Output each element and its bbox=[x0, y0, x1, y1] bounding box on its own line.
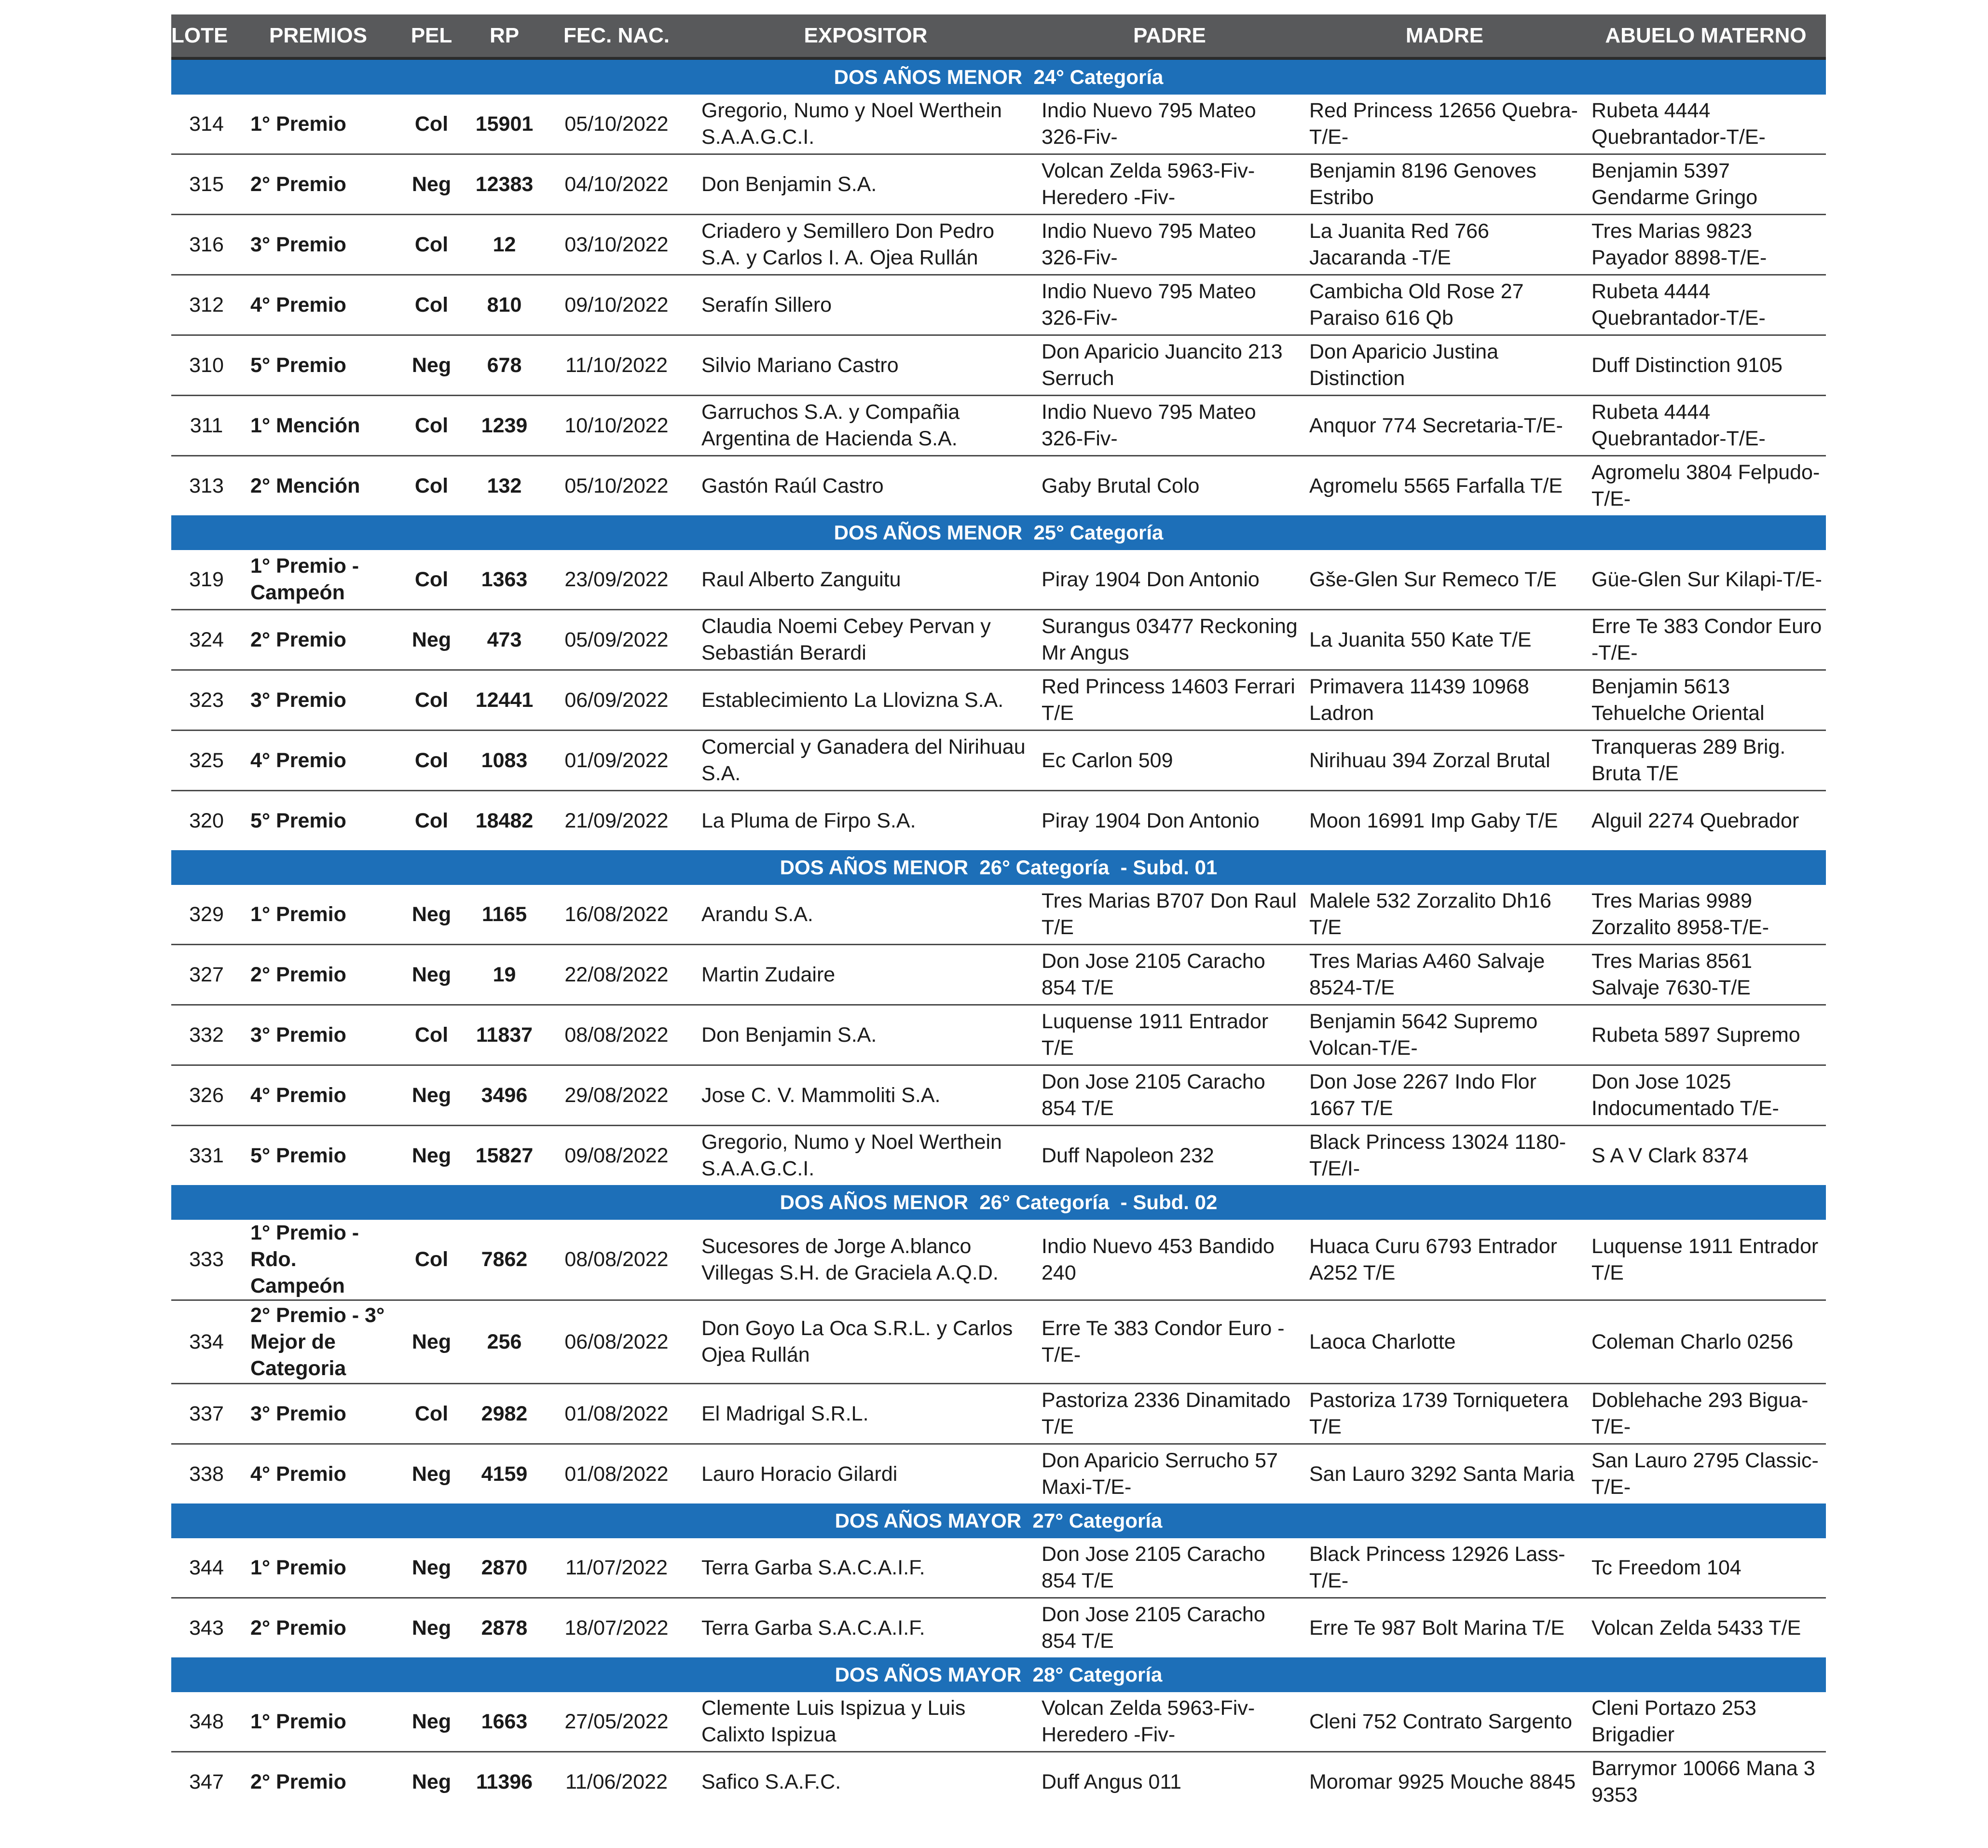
cell-madre: Moon 16991 Imp Gaby T/E bbox=[1309, 809, 1558, 832]
cell-lote: 326 bbox=[171, 1065, 245, 1126]
cell-expositor: Gastón Raúl Castro bbox=[701, 474, 884, 497]
cell-abuelo: Doblehache 293 Bigua-T/E- bbox=[1586, 1384, 1826, 1444]
cell-padre: Duff Napoleon 232 bbox=[1042, 1144, 1214, 1167]
cell-fecha: 05/09/2022 bbox=[537, 610, 696, 670]
cell-padre: Indio Nuevo 453 Bandido 240 bbox=[1036, 1220, 1303, 1300]
cell-lote: 331 bbox=[189, 1144, 224, 1167]
table-row bbox=[171, 1598, 1826, 1658]
table-row bbox=[171, 275, 1826, 335]
cell-expositor: Comercial y Ganadera del Nirihuau S.A. bbox=[696, 731, 1036, 791]
cell-premio: 1° Premio - Rdo. Campeón bbox=[245, 1220, 392, 1300]
cell-lote: 344 bbox=[171, 1538, 245, 1598]
cell-pel: Neg bbox=[392, 335, 471, 396]
cell-abuelo: Tres Marias 9989 Zorzalito 8958-T/E- bbox=[1586, 885, 1826, 945]
cell-madre: Cambicha Old Rose 27 Paraiso 616 Qb bbox=[1303, 275, 1586, 335]
table-row bbox=[171, 1126, 1826, 1186]
cell-rp: 4159 bbox=[481, 1462, 528, 1486]
cell-premio: 5° Premio bbox=[250, 1144, 346, 1167]
cell-abuelo: Benjamin 5613 Tehuelche Oriental bbox=[1586, 670, 1826, 731]
cell-pel: Neg bbox=[411, 1144, 452, 1167]
cell-premio: 2° Mención bbox=[250, 474, 360, 497]
cell-lote: 333 bbox=[171, 1220, 245, 1300]
cell-rp: 19 bbox=[471, 945, 537, 1005]
table-row bbox=[171, 731, 1826, 791]
cell-abuelo: Agromelu 3804 Felpudo-T/E- bbox=[1591, 461, 1820, 510]
cell-fecha: 11/10/2022 bbox=[537, 335, 696, 396]
results-table bbox=[171, 14, 1826, 1811]
cell-expositor: Silvio Mariano Castro bbox=[696, 335, 1036, 396]
cell-rp: 473 bbox=[471, 610, 537, 670]
category-title: DOS AÑOS MENOR 26° Categoría - Subd. 01 bbox=[171, 850, 1826, 885]
cell-expositor: El Madrigal S.R.L. bbox=[696, 1384, 1036, 1444]
cell-expositor: Criadero y Semillero Don Pedro S.A. y Carlos I. A. Ojea Rullán bbox=[696, 215, 1036, 275]
category-title: DOS AÑOS MAYOR 28° Categoría bbox=[171, 1657, 1826, 1692]
cell-pel: Neg bbox=[392, 1538, 471, 1598]
cell-rp: 1083 bbox=[471, 731, 537, 791]
cell-abuelo: Barrymor 10066 Mana 3 9353 bbox=[1591, 1757, 1815, 1807]
cell-expositor: Gregorio, Numo y Noel Werthein S.A.A.G.C.I. bbox=[701, 1131, 1002, 1180]
cell-premio: 2° Premio bbox=[245, 610, 392, 670]
cell-expositor: Terra Garba S.A.C.A.I.F. bbox=[696, 1538, 1036, 1598]
table-row bbox=[171, 95, 1826, 154]
cell-pel: Col bbox=[392, 731, 471, 791]
cell-fecha: 23/09/2022 bbox=[537, 550, 696, 610]
cell-madre: Gše-Glen Sur Remeco T/E bbox=[1303, 550, 1586, 610]
cell-madre: Nirihuau 394 Zorzal Brutal bbox=[1303, 731, 1586, 791]
cell-padre: Indio Nuevo 795 Mateo 326-Fiv- bbox=[1036, 396, 1303, 456]
cell-lote: 315 bbox=[171, 154, 245, 215]
table-row bbox=[171, 885, 1826, 945]
cell-padre: Don Aparicio Serrucho 57 Maxi-T/E- bbox=[1042, 1449, 1278, 1499]
cell-rp: 2870 bbox=[471, 1538, 537, 1598]
cell-premio: 3° Premio bbox=[245, 1005, 392, 1065]
cell-abuelo: San Lauro 2795 Classic-T/E- bbox=[1591, 1449, 1819, 1499]
header-premios: PREMIOS bbox=[245, 14, 392, 58]
cell-fecha: 05/10/2022 bbox=[537, 95, 696, 154]
table-row bbox=[171, 670, 1826, 731]
cell-rp: 12441 bbox=[471, 670, 537, 731]
cell-lote: 319 bbox=[171, 550, 245, 610]
cell-expositor: Serafín Sillero bbox=[696, 275, 1036, 335]
cell-abuelo: Tranqueras 289 Brig. Bruta T/E bbox=[1586, 731, 1826, 791]
cell-pel: Neg bbox=[392, 610, 471, 670]
cell-lote: 327 bbox=[171, 945, 245, 1005]
cell-pel: Neg bbox=[392, 885, 471, 945]
cell-lote: 334 bbox=[171, 1300, 245, 1384]
cell-madre: Agromelu 5565 Farfalla T/E bbox=[1309, 474, 1563, 497]
cell-expositor: Jose C. V. Mammoliti S.A. bbox=[696, 1065, 1036, 1126]
table-row bbox=[171, 1692, 1826, 1752]
cell-fecha: 16/08/2022 bbox=[537, 885, 696, 945]
cell-fecha: 06/08/2022 bbox=[537, 1300, 696, 1384]
cell-expositor: Martin Zudaire bbox=[696, 945, 1036, 1005]
table-row bbox=[171, 791, 1826, 851]
cell-padre: Don Aparicio Juancito 213 Serruch bbox=[1036, 335, 1303, 396]
category-title: DOS AÑOS MENOR 24° Categoría bbox=[171, 58, 1826, 95]
cell-lote: 338 bbox=[189, 1462, 224, 1486]
cell-pel: Col bbox=[392, 670, 471, 731]
cell-padre: Piray 1904 Don Antonio bbox=[1042, 809, 1260, 832]
cell-premio: 4° Premio bbox=[245, 731, 392, 791]
cell-madre: La Juanita Red 766 Jacaranda -T/E bbox=[1303, 215, 1586, 275]
cell-fecha: 10/10/2022 bbox=[537, 396, 696, 456]
cell-premio: 1° Premio - Campeón bbox=[245, 550, 392, 610]
cell-lote: 337 bbox=[171, 1384, 245, 1444]
cell-abuelo: Tres Marias 9823 Payador 8898-T/E- bbox=[1586, 215, 1826, 275]
cell-premio: 2° Premio bbox=[245, 945, 392, 1005]
table-row bbox=[171, 1384, 1826, 1444]
cell-pel: Col bbox=[414, 809, 449, 832]
cell-fecha: 27/05/2022 bbox=[537, 1692, 696, 1752]
cell-padre: Volcan Zelda 5963-Fiv-Heredero -Fiv- bbox=[1036, 154, 1303, 215]
cell-lote: 320 bbox=[189, 809, 224, 832]
cell-pel: Col bbox=[392, 1220, 471, 1300]
cell-pel: Neg bbox=[392, 1692, 471, 1752]
cell-premio: 1° Premio bbox=[245, 885, 392, 945]
cell-madre: San Lauro 3292 Santa Maria bbox=[1309, 1462, 1575, 1486]
header-padre: PADRE bbox=[1036, 14, 1303, 58]
table-row bbox=[171, 1065, 1826, 1126]
cell-expositor: Gregorio, Numo y Noel Werthein S.A.A.G.C.I. bbox=[696, 95, 1036, 154]
cell-madre: Don Aparicio Justina Distinction bbox=[1303, 335, 1586, 396]
cell-premio: 4° Premio bbox=[250, 1462, 346, 1486]
cell-madre: Moromar 9925 Mouche 8845 bbox=[1309, 1770, 1576, 1793]
table-row bbox=[171, 456, 1826, 516]
cell-rp: 12383 bbox=[471, 154, 537, 215]
cell-premio: 1° Premio bbox=[245, 1692, 392, 1752]
category-header bbox=[171, 515, 1826, 550]
header-fec-nac: FEC. NAC. bbox=[537, 14, 696, 58]
cell-pel: Neg bbox=[411, 1462, 452, 1486]
cell-madre: Benjamin 5642 Supremo Volcan-T/E- bbox=[1303, 1005, 1586, 1065]
cell-lote: 323 bbox=[171, 670, 245, 731]
cell-padre: Indio Nuevo 795 Mateo 326-Fiv- bbox=[1036, 275, 1303, 335]
cell-abuelo: Güe-Glen Sur Kilapi-T/E- bbox=[1586, 550, 1826, 610]
table-row bbox=[171, 1538, 1826, 1598]
cell-padre: Gaby Brutal Colo bbox=[1042, 474, 1200, 497]
cell-rp: 1363 bbox=[471, 550, 537, 610]
cell-lote: 314 bbox=[171, 95, 245, 154]
category-header bbox=[171, 1185, 1826, 1220]
cell-pel: Col bbox=[392, 1384, 471, 1444]
cell-expositor: Raul Alberto Zanguitu bbox=[696, 550, 1036, 610]
cell-pel: Col bbox=[392, 396, 471, 456]
cell-rp: 11837 bbox=[471, 1005, 537, 1065]
table-row bbox=[171, 610, 1826, 670]
category-header bbox=[171, 58, 1826, 95]
table-row bbox=[171, 1005, 1826, 1065]
table-row bbox=[171, 1444, 1826, 1504]
cell-padre: Surangus 03477 Reckoning Mr Angus bbox=[1036, 610, 1303, 670]
results-table-wrapper bbox=[171, 14, 1826, 1811]
cell-abuelo: Rubeta 4444 Quebrantador-T/E- bbox=[1586, 396, 1826, 456]
cell-madre: Benjamin 8196 Genoves Estribo bbox=[1303, 154, 1586, 215]
cell-fecha: 01/08/2022 bbox=[537, 1384, 696, 1444]
cell-padre: Red Princess 14603 Ferrari T/E bbox=[1036, 670, 1303, 731]
cell-pel: Col bbox=[392, 275, 471, 335]
cell-rp: 810 bbox=[471, 275, 537, 335]
cell-expositor: Don Benjamin S.A. bbox=[696, 1005, 1036, 1065]
cell-rp: 678 bbox=[471, 335, 537, 396]
cell-abuelo: Volcan Zelda 5433 T/E bbox=[1591, 1616, 1801, 1640]
cell-abuelo: S A V Clark 8374 bbox=[1591, 1144, 1749, 1167]
cell-madre: Huaca Curu 6793 Entrador A252 T/E bbox=[1303, 1220, 1586, 1300]
cell-fecha: 05/10/2022 bbox=[564, 474, 669, 497]
cell-fecha: 08/08/2022 bbox=[537, 1005, 696, 1065]
cell-expositor: Lauro Horacio Gilardi bbox=[701, 1462, 898, 1486]
cell-abuelo: Coleman Charlo 0256 bbox=[1586, 1300, 1826, 1384]
cell-fecha: 21/09/2022 bbox=[564, 809, 669, 832]
cell-padre: Ec Carlon 509 bbox=[1036, 731, 1303, 791]
cell-abuelo: Rubeta 4444 Quebrantador-T/E- bbox=[1586, 95, 1826, 154]
cell-pel: Col bbox=[392, 1005, 471, 1065]
cell-madre: Laoca Charlotte bbox=[1303, 1300, 1586, 1384]
cell-padre: Pastoriza 2336 Dinamitado T/E bbox=[1036, 1384, 1303, 1444]
cell-expositor: Terra Garba S.A.C.A.I.F. bbox=[701, 1616, 925, 1640]
cell-abuelo: Rubeta 5897 Supremo bbox=[1586, 1005, 1826, 1065]
cell-madre: Malele 532 Zorzalito Dh16 T/E bbox=[1303, 885, 1586, 945]
cell-fecha: 29/08/2022 bbox=[537, 1065, 696, 1126]
cell-abuelo: Luquense 1911 Entrador T/E bbox=[1586, 1220, 1826, 1300]
table-row bbox=[171, 1300, 1826, 1384]
table-header bbox=[171, 14, 1826, 58]
cell-rp: 256 bbox=[471, 1300, 537, 1384]
cell-premio: 4° Premio bbox=[245, 1065, 392, 1126]
cell-fecha: 01/09/2022 bbox=[537, 731, 696, 791]
table-row bbox=[171, 215, 1826, 275]
cell-expositor: Garruchos S.A. y Compañia Argentina de Hacienda S.A. bbox=[696, 396, 1036, 456]
table-row bbox=[171, 1220, 1826, 1300]
category-title: DOS AÑOS MENOR 26° Categoría - Subd. 02 bbox=[171, 1185, 1826, 1220]
cell-premio: 2° Premio bbox=[245, 154, 392, 215]
cell-fecha: 04/10/2022 bbox=[537, 154, 696, 215]
cell-fecha: 09/10/2022 bbox=[537, 275, 696, 335]
cell-fecha: 11/07/2022 bbox=[537, 1538, 696, 1598]
cell-abuelo: Benjamin 5397 Gendarme Gringo bbox=[1586, 154, 1826, 215]
cell-lote: 347 bbox=[189, 1770, 224, 1793]
cell-rp: 15827 bbox=[475, 1144, 534, 1167]
header-madre: MADRE bbox=[1303, 14, 1586, 58]
cell-rp: 3496 bbox=[471, 1065, 537, 1126]
cell-expositor: Claudia Noemi Cebey Pervan y Sebastián Berardi bbox=[696, 610, 1036, 670]
cell-pel: Col bbox=[392, 550, 471, 610]
cell-expositor: Arandu S.A. bbox=[696, 885, 1036, 945]
cell-premio: 1° Mención bbox=[245, 396, 392, 456]
table-body bbox=[171, 58, 1826, 1811]
table-row bbox=[171, 945, 1826, 1005]
cell-lote: 325 bbox=[171, 731, 245, 791]
cell-rp: 1663 bbox=[471, 1692, 537, 1752]
cell-abuelo: Don Jose 1025 Indocumentado T/E- bbox=[1586, 1065, 1826, 1126]
cell-pel: Neg bbox=[392, 945, 471, 1005]
header-expositor: EXPOSITOR bbox=[696, 14, 1036, 58]
cell-premio: 5° Premio bbox=[245, 335, 392, 396]
cell-padre: Tres Marias B707 Don Raul T/E bbox=[1036, 885, 1303, 945]
cell-padre: Luquense 1911 Entrador T/E bbox=[1036, 1005, 1303, 1065]
cell-fecha: 22/08/2022 bbox=[537, 945, 696, 1005]
cell-premio: 1° Premio bbox=[245, 1538, 392, 1598]
category-title: DOS AÑOS MAYOR 27° Categoría bbox=[171, 1503, 1826, 1538]
cell-lote: 332 bbox=[171, 1005, 245, 1065]
cell-abuelo: Tc Freedom 104 bbox=[1586, 1538, 1826, 1598]
cell-premio: 5° Premio bbox=[250, 809, 346, 832]
cell-expositor: La Pluma de Firpo S.A. bbox=[701, 809, 916, 832]
cell-pel: Neg bbox=[411, 1616, 452, 1640]
cell-lote: 348 bbox=[171, 1692, 245, 1752]
category-header bbox=[171, 850, 1826, 885]
category-header bbox=[171, 1657, 1826, 1692]
category-header bbox=[171, 1503, 1826, 1538]
cell-rp: 7862 bbox=[471, 1220, 537, 1300]
header-abuelo-materno: ABUELO MATERNO bbox=[1586, 14, 1826, 58]
cell-lote: 310 bbox=[171, 335, 245, 396]
cell-expositor: Safico S.A.F.C. bbox=[701, 1770, 841, 1793]
cell-madre: Red Princess 12656 Quebra-T/E- bbox=[1303, 95, 1586, 154]
cell-expositor: Establecimiento La Llovizna S.A. bbox=[696, 670, 1036, 731]
cell-premio: 2° Premio - 3° Mejor de Categoria bbox=[245, 1300, 392, 1384]
cell-lote: 312 bbox=[171, 275, 245, 335]
cell-expositor: Sucesores de Jorge A.blanco Villegas S.H. de Graciela A.Q.D. bbox=[696, 1220, 1036, 1300]
cell-madre: La Juanita 550 Kate T/E bbox=[1303, 610, 1586, 670]
cell-rp: 132 bbox=[487, 474, 522, 497]
cell-abuelo: Alguil 2274 Quebrador bbox=[1591, 809, 1799, 832]
cell-fecha: 08/08/2022 bbox=[537, 1220, 696, 1300]
cell-pel: Neg bbox=[411, 1770, 452, 1793]
cell-lote: 324 bbox=[171, 610, 245, 670]
cell-rp: 1165 bbox=[471, 885, 537, 945]
cell-lote: 311 bbox=[171, 396, 245, 456]
cell-madre: Erre Te 987 Bolt Marina T/E bbox=[1309, 1616, 1564, 1640]
cell-madre: Black Princess 13024 1180-T/E/I- bbox=[1309, 1131, 1566, 1180]
cell-padre: Indio Nuevo 795 Mateo 326-Fiv- bbox=[1036, 95, 1303, 154]
cell-fecha: 11/06/2022 bbox=[565, 1770, 668, 1793]
cell-premio: 3° Premio bbox=[245, 1384, 392, 1444]
cell-lote: 313 bbox=[189, 474, 224, 497]
cell-premio: 2° Premio bbox=[250, 1616, 346, 1640]
cell-madre: Tres Marias A460 Salvaje 8524-T/E bbox=[1303, 945, 1586, 1005]
category-title: DOS AÑOS MENOR 25° Categoría bbox=[171, 515, 1826, 550]
cell-rp: 15901 bbox=[471, 95, 537, 154]
cell-premio: 4° Premio bbox=[245, 275, 392, 335]
cell-padre: Volcan Zelda 5963-Fiv-Heredero -Fiv- bbox=[1036, 1692, 1303, 1752]
table-row bbox=[171, 1752, 1826, 1812]
cell-abuelo: Erre Te 383 Condor Euro -T/E- bbox=[1586, 610, 1826, 670]
cell-pel: Neg bbox=[392, 1065, 471, 1126]
cell-padre: Duff Angus 011 bbox=[1042, 1770, 1182, 1793]
cell-expositor: Clemente Luis Ispizua y Luis Calixto Ispizua bbox=[696, 1692, 1036, 1752]
cell-padre: Don Jose 2105 Caracho 854 T/E bbox=[1036, 945, 1303, 1005]
cell-fecha: 01/08/2022 bbox=[564, 1462, 669, 1486]
cell-rp: 18482 bbox=[475, 809, 534, 832]
cell-premio: 3° Premio bbox=[245, 215, 392, 275]
cell-fecha: 09/08/2022 bbox=[564, 1144, 669, 1167]
cell-rp: 1239 bbox=[471, 396, 537, 456]
cell-padre: Don Jose 2105 Caracho 854 T/E bbox=[1036, 1065, 1303, 1126]
cell-rp: 12 bbox=[471, 215, 537, 275]
table-row bbox=[171, 396, 1826, 456]
table-row bbox=[171, 335, 1826, 396]
cell-premio: 3° Premio bbox=[245, 670, 392, 731]
cell-padre: Don Jose 2105 Caracho 854 T/E bbox=[1036, 1538, 1303, 1598]
header-rp: RP bbox=[471, 14, 537, 58]
cell-rp: 2982 bbox=[471, 1384, 537, 1444]
cell-rp: 2878 bbox=[481, 1616, 528, 1640]
cell-padre: Piray 1904 Don Antonio bbox=[1036, 550, 1303, 610]
cell-abuelo: Cleni Portazo 253 Brigadier bbox=[1586, 1692, 1826, 1752]
cell-padre: Don Jose 2105 Caracho 854 T/E bbox=[1042, 1603, 1265, 1653]
cell-madre: Don Jose 2267 Indo Flor 1667 T/E bbox=[1303, 1065, 1586, 1126]
cell-fecha: 03/10/2022 bbox=[537, 215, 696, 275]
cell-pel: Col bbox=[392, 215, 471, 275]
cell-madre: Cleni 752 Contrato Sargento bbox=[1303, 1692, 1586, 1752]
cell-abuelo: Tres Marias 8561 Salvaje 7630-T/E bbox=[1586, 945, 1826, 1005]
cell-padre: Indio Nuevo 795 Mateo 326-Fiv- bbox=[1036, 215, 1303, 275]
cell-madre: Black Princess 12926 Lass-T/E- bbox=[1303, 1538, 1586, 1598]
cell-fecha: 18/07/2022 bbox=[564, 1616, 669, 1640]
cell-premio: 1° Premio bbox=[245, 95, 392, 154]
cell-madre: Anquor 774 Secretaria-T/E- bbox=[1303, 396, 1586, 456]
cell-madre: Pastoriza 1739 Torniquetera T/E bbox=[1303, 1384, 1586, 1444]
cell-fecha: 06/09/2022 bbox=[537, 670, 696, 731]
cell-lote: 343 bbox=[189, 1616, 224, 1640]
cell-abuelo: Rubeta 4444 Quebrantador-T/E- bbox=[1586, 275, 1826, 335]
cell-premio: 2° Premio bbox=[250, 1770, 346, 1793]
cell-pel: Col bbox=[414, 474, 449, 497]
cell-madre: Primavera 11439 10968 Ladron bbox=[1303, 670, 1586, 731]
cell-abuelo: Duff Distinction 9105 bbox=[1586, 335, 1826, 396]
table-row bbox=[171, 154, 1826, 215]
table-row bbox=[171, 550, 1826, 610]
cell-pel: Neg bbox=[392, 154, 471, 215]
cell-expositor: Don Benjamin S.A. bbox=[696, 154, 1036, 215]
cell-expositor: Don Goyo La Oca S.R.L. y Carlos Ojea Rullán bbox=[696, 1300, 1036, 1384]
cell-pel: Col bbox=[392, 95, 471, 154]
cell-lote: 316 bbox=[171, 215, 245, 275]
cell-pel: Neg bbox=[392, 1300, 471, 1384]
cell-rp: 11396 bbox=[476, 1770, 533, 1793]
cell-lote: 329 bbox=[171, 885, 245, 945]
cell-padre: Erre Te 383 Condor Euro -T/E- bbox=[1036, 1300, 1303, 1384]
header-pel: PEL bbox=[392, 14, 471, 58]
header-lote: LOTE bbox=[171, 14, 245, 58]
